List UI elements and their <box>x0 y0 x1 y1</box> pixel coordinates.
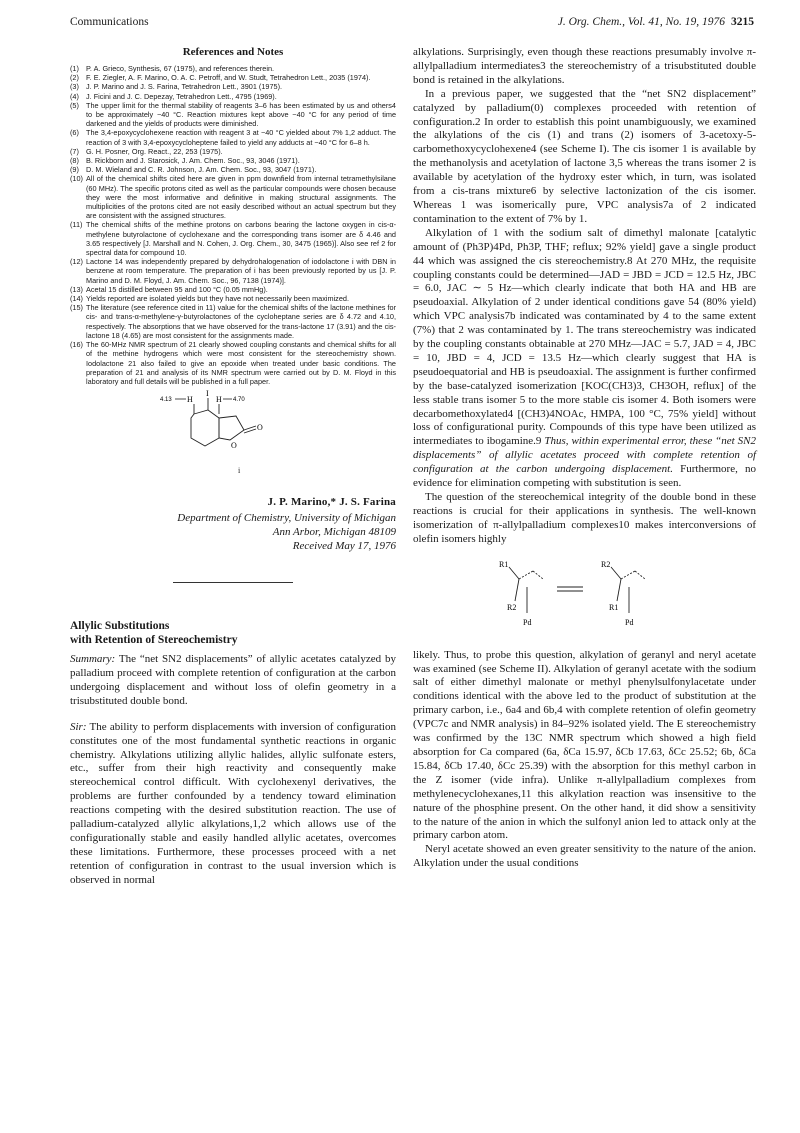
structure-label: i <box>238 466 241 476</box>
references-list <box>70 64 396 386</box>
r2-right: R2 <box>601 559 611 569</box>
body-paragraph-3 <box>413 227 756 491</box>
reference-text: Yields reported are isolated yields but they have not necessarily been maximized. <box>86 294 349 304</box>
atom-o-ring: O <box>231 441 237 451</box>
body-paragraph-1: alkylations. Surprisingly, even though these reactions presumably involve π-allylpalladium intermediates3 the stereochemistry of a trisubstituted double bond is retained in the alkylations. <box>413 46 756 86</box>
reference-number: (7) <box>70 146 79 156</box>
sir-label: Sir: <box>70 720 87 733</box>
reference-item <box>70 340 396 386</box>
reference-number: (9) <box>70 165 79 175</box>
affiliation-dept: Department of Chemistry, University of Michigan <box>177 512 396 525</box>
sir-text: The ability to perform displacements with inversion of configuration constitutes one of the most fundamental synthetic reactions in organic chemistry. Alkylations utilizing allylic halides, allylic sulfonate esters, etc., suffer from their high reactivity and consequently make stereochemical control difficult. With cyclohexenyl derivatives, the problems are further confounded by a tendency toward elimination reactions competing with the desired substitution reaction. The use of palladium-catalyzed allylic alkylations,1,2 which allows use of the configurationally stable and easily handled allylic acetates, overcomes these limitations. Furthermore, these processes proceed with a net retention of configuration in contrast to the usual inversion which is observed in normal <box>70 720 396 886</box>
r1-right: R1 <box>609 602 619 612</box>
reference-item <box>70 294 396 303</box>
reference-item <box>70 128 396 146</box>
bond-l3 <box>533 571 543 579</box>
references-title: References and Notes <box>182 46 284 58</box>
reference-number: (10) <box>70 174 83 184</box>
page-number: 3215 <box>731 16 754 28</box>
reference-number: (5) <box>70 100 79 110</box>
reference-number: (1) <box>70 64 79 73</box>
journal-citation <box>558 16 754 28</box>
reference-text: The chemical shifts of the methine protons on carbons bearing the lactone oxygen in cis-α-methylene butyrolactone of cyclohexane and the corresponding trans isomer are δ 4.46 and 3.65 respectively [J. Marshall and N. Cohen, J. Org. Chem., 30, 3475 (1965)]. Also see ref 2 for spectral data for compound 10. <box>86 220 396 258</box>
sir-paragraph <box>70 721 396 888</box>
allyl-pd-drawing <box>493 553 673 639</box>
body-paragraph-5: likely. Thus, to probe this question, alkylation of geranyl and neryl acetate was examined (see Scheme II). Alkylation of geranyl acetate with the sodium salt of either dimethyl malonate or methyl phenylsulfonylacetate under conditions identical with the above led to the product of substitution at the primary carbon, i.e., 6a4 and 6b,4 with complete retention of olefin geometry (VPC7c and NMR analysis) in 84–92% isolated yield. The E stereochemistry was confirmed by the 13C NMR spectrum which showed a high field absorption for Ca compared (6a, δCa 15.97, δCb 17.63, δCc 25.52; 6b, δCa 15.84, δCb 17.40, δCc 25.39) with the absorption for this methyl carbon in the Z isomer (vide infra). Unlike π-allylpalladium complexes from methylenecyclohexanes,11 this alkylation reaction was insensitive to the nature of the phosphine present. On the other hand, it did show a sensitivity to the nature of the anion in which the sulfonyl anion led to attack only at the primary carbon atom. <box>413 648 756 842</box>
reference-text: J. P. Marino and J. S. Farina, Tetrahedron Lett., 3901 (1975). <box>86 82 283 92</box>
atom-o-carbonyl: O <box>257 423 263 433</box>
body-paragraph-2: In a previous paper, we suggested that the “net SN2 displacement” catalyzed by palladium(0) complexes proceeded with retention of configuration.2 In order to establish this point unambiguously, we examined the alkylations of the cis (1) and trans (2) isomers of 3-acetoxy-5-carbomethoxycyclohexene4 (see Scheme I). The cis isomer 1 is available by the methanolysis and acetylation of lactone 3,5 whereas the trans isomer 2 is available by acetylation of the hydroxy ester which, in turn, was isolated from a cis-trans mixture6 by selective lactonization of the cis isomer. Whereas 1 was isomerically pure, VPC analysis7a of 2 indicated contamination to the extent of 7% by 1. <box>413 87 756 225</box>
reference-number: (14) <box>70 294 83 304</box>
section-name: Communications <box>70 16 149 28</box>
reference-text: Lactone 14 was independently prepared by dehydrohalogenation of iodolactone i with DBN in benzene at room temperature. The preparation of i has been previously reported by us [J. P. Marino and D. M. Floyd, J. Am. Chem. Soc., 96, 7138 (1974)]. <box>86 257 396 285</box>
reference-item <box>70 285 396 294</box>
bond-r4 <box>617 579 621 601</box>
bond-r1 <box>611 567 621 579</box>
reference-item <box>70 257 396 285</box>
reference-number: (16) <box>70 340 83 350</box>
r1-left: R1 <box>499 559 509 569</box>
reference-text: The upper limit for the thermal stability of reagents 3–6 has been estimated by us and others4 to be approximately −40 °C. Reaction mixtures kept above −40 °C for any period of time darkened and the yields of products were diminished. <box>86 100 396 129</box>
reference-item <box>70 92 396 101</box>
reference-text: G. H. Posner, Org. React., 22, 253 (1975). <box>86 146 223 156</box>
article-title-line1: Allylic Substitutions <box>70 620 170 633</box>
summary-label: Summary: <box>70 653 116 666</box>
reference-text: The 3,4-epoxycyclohexene reaction with reagent 3 at −40 °C yielded about 7% 1,2 adduct. The reaction of 3 with 3,4-epoxycycloheptene failed to yield any adducts at −40 °C for 6–8 h. <box>86 128 396 147</box>
body-paragraph-3-tail: Furthermore, no evidence for elimination competing with substitution is seen. <box>413 463 757 490</box>
bond-r2 <box>621 571 635 579</box>
atom-h-right: H <box>216 395 222 405</box>
left-column <box>70 46 396 888</box>
reference-number: (6) <box>70 128 79 138</box>
summary-text: The “net SN2 displacements” of allylic acetates catalyzed by palladium proceed with complete retention of configuration at the carbon undergoing displacement and without loss of olefin geometry in a trisubstituted double bond. <box>70 653 396 707</box>
reference-text: All of the chemical shifts cited here are given in ppm downfield from internal tetramethylsilane (60 MHz). The specific protons cited as well as the particular compounds were chosen because they were the most informative and definitive in making structural assignments. The multiplicities of the protons cited are not easily described without an actual spectrum but they are consistent with the assigned structures. <box>86 174 396 221</box>
page-header <box>70 16 754 34</box>
reference-number: (12) <box>70 257 83 267</box>
reference-number: (3) <box>70 82 79 92</box>
reference-number: (11) <box>70 220 83 230</box>
bond-r3 <box>635 571 645 579</box>
article-title <box>70 619 396 647</box>
reference-text: D. M. Wieland and C. R. Johnson, J. Am. Chem. Soc., 93, 3047 (1971). <box>86 165 317 175</box>
reference-item <box>70 82 396 91</box>
body-paragraph-6: Neryl acetate showed an even greater sensitivity to the nature of the anion. Alkylation under the usual conditions <box>413 843 756 870</box>
body-paragraph-3-italic: Thus, within experimental error, these “net SN2 displacements” of allylic acetates proceed with complete retention of configuration at the carbon undergoing displacement. <box>413 435 756 476</box>
received-date: Received May 17, 1976 <box>292 540 396 553</box>
reference-text: B. Rickborn and J. Starosick, J. Am. Chem. Soc., 93, 3046 (1971). <box>86 156 300 166</box>
reference-number: (4) <box>70 91 79 101</box>
bond-l2 <box>519 571 533 579</box>
bond-l4 <box>515 579 519 601</box>
structure-i <box>70 388 396 484</box>
shift-label-right: 4.70 <box>233 397 245 404</box>
pd-left: Pd <box>523 617 532 627</box>
reference-text: P. A. Grieco, Synthesis, 67 (1975), and references therein. <box>86 64 275 73</box>
reference-item <box>70 156 396 165</box>
reference-number: (13) <box>70 284 83 294</box>
shift-label-left: 4.13 <box>160 397 172 404</box>
reference-item <box>70 174 396 220</box>
reference-item <box>70 303 396 340</box>
allyl-pd-equilibrium <box>413 553 756 641</box>
bond-l1 <box>509 567 519 579</box>
reference-number: (8) <box>70 156 79 166</box>
ring-lactone <box>219 416 244 440</box>
reference-item <box>70 220 396 257</box>
article-title-line2: with Retention of Stereochemistry <box>70 634 238 647</box>
reference-item <box>70 101 396 129</box>
authors: J. P. Marino,* J. S. Farina <box>267 496 396 509</box>
atom-i: I <box>206 389 209 399</box>
pd-right: Pd <box>625 617 634 627</box>
structure-i-drawing <box>160 388 290 480</box>
reference-text: J. Ficini and J. C. Depezay, Tetrahedron Lett., 4795 (1969). <box>86 91 277 101</box>
reference-item <box>70 64 396 73</box>
summary-paragraph <box>70 653 396 709</box>
body-paragraph-4: The question of the stereochemical integrity of the double bond in these reactions is crucial for their applications in synthesis. The well-known isomerization of π-allylpalladium complexes10 makes interconversions of olefin isomers highly <box>413 491 756 545</box>
reference-text: The literature (see reference cited in 11) value for the chemical shifts of the lactone methines for cis- and trans-α-methylene-γ-butyrolactones of the cycloheptane series are δ 4.72 and 4.10, respectively. The absorptions that we have observed for the trans-lactone 17 (3.91) and the cis-lactone 18 (4.65) are most consistent for the assignments made. <box>86 303 396 340</box>
reference-text: Acetal 15 distilled between 95 and 100 °C (0.05 mmHg). <box>86 284 268 294</box>
reference-item <box>70 73 396 82</box>
r2-left: R2 <box>507 602 517 612</box>
reference-text: F. E. Ziegler, A. F. Marino, O. A. C. Petroff, and W. Studt, Tetrahedron Lett., 2035 (1974). <box>86 73 371 83</box>
body-paragraph-3-main: Alkylation of 1 with the sodium salt of dimethyl malonate [catalytic amount of (Ph3P)4Pd, Ph3P, THF; reflux; 92% yield] gave a single product 44 which was assigned the cis stereochemistry.8 At 270 MHz, the requisite coupling constants could be determined—JAD = JBD = JCD = 12.5 Hz, JBC = 6.0, JAC ∼ 5 Hz—which clearly indicate that both HA and HB are pseudoaxial. Alkylation of 2 under identical conditions gave 54 (80% yield) which VPC analysis7b indicated was contaminated by 4 to the same extent (7%) that 2 was contaminated by 1. The trans stereochemistry was indicated by the coupling constants obtainable at 270 MHz—JAC = 5.7, JAD = 4, JBC = 10, JBD = 4, JCD = 13.5 Hz—which clearly suggest that HA is pseudoequatorial and HB is pseudoaxial. The assignment is further confirmed by the base-catalyzed isomerization [KOC(CH3)3, CH3OH, reflux] of the less stable trans isomer 5 to the more stable cis isomer 4. Both isomers were decarbomethoxylated4 [(CH3)4NOAc, HMPA, 100 °C, 75% yield] without loss of configurational purity. Compounds of this type have been utilized as intermediates to ibogamine.9 <box>413 226 756 448</box>
ring-seven <box>191 410 219 446</box>
journal-name: J. Org. Chem., Vol. 41, No. 19, 1976 <box>557 16 725 28</box>
reference-number: (15) <box>70 303 83 313</box>
reference-item <box>70 165 396 174</box>
separator-rule <box>173 582 293 583</box>
atom-h-left: H <box>187 395 193 405</box>
affiliation-city: Ann Arbor, Michigan 48109 <box>272 526 396 539</box>
reference-text: The 60-MHz NMR spectrum of 21 clearly showed coupling constants and chemical shifts for all of the methine hydrogens which were most consistent for the stereochemistry shown. Iodolactone 21 also failed to give an epoxide when treated under basic conditions. The preparation of 21 and analysis of its NMR spectrum were carried out by D. M. Floyd in this laboratory and full details will be published in a full paper. <box>86 340 396 386</box>
reference-item <box>70 147 396 156</box>
reference-number: (2) <box>70 73 79 83</box>
right-column <box>413 46 756 871</box>
